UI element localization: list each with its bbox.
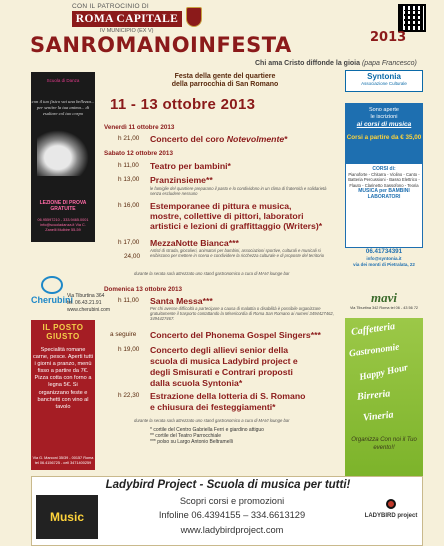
corsi-list [345, 163, 423, 248]
cherubini-info [67, 293, 110, 314]
iscrizioni-line-3: ai corsi di musica [356, 121, 412, 128]
posto-text: Specialità romane carne, pesce. Aperti tutti i giorni a pranzo, menù fisso a partire da 7€. Pizza cotta con forno a legna 5€. Si organizzano feste e banchetti con vino al tavolo [33, 347, 94, 410]
ladybird-website[interactable]: www.ladybirdproject.com [180, 525, 284, 535]
festa-subtitle [150, 73, 300, 89]
ladybird-headline: Ladybird Project - Scuola di musica per tutti! [105, 479, 351, 491]
roma-crest-icon [186, 7, 202, 27]
motto [255, 60, 417, 67]
ladybug-icon [386, 499, 396, 509]
event-hour: h 16,00 [118, 202, 140, 209]
festa-line-1: Festa della gente del quartiere [174, 73, 276, 80]
event-title: SANROMANOINFESTA [30, 33, 292, 57]
ladybird-logo-text: LADYBIRD project [364, 513, 418, 519]
dance-ad-poem: con il tuo fisico vai una bellezza... per sentire la tua anima... di esultare col tuo corpo [31, 99, 95, 116]
event-desc: Artisti di strada, giocolieri, animatori per bambini, associazioni sportive, culturali e musicali si esibiscono per mettere in scena e condividere la ricchezza culturale e di proposte del territorio [150, 248, 325, 258]
event-name-italic: Notevolmente [226, 134, 285, 144]
event-name: MezzaNotte Bianca*** [150, 238, 239, 248]
syntonia-phone: 06.41734391 [365, 248, 403, 255]
event-hour: h 21,00 [118, 135, 140, 142]
motto-author: (papa Francesco) [361, 60, 417, 67]
dance-ad-free: LEZIONE DI PROVA GRATUITE [39, 200, 87, 212]
posto-giusto-ad[interactable] [31, 320, 95, 470]
music-logo: Music [36, 495, 98, 539]
event-name-line-2: e chiusura dei festeggiamenti* [150, 402, 276, 412]
footnote-2: ** cortile del Teatro Parrocchiale [150, 433, 222, 439]
iscrizioni-line-2: le iscrizioni [370, 114, 398, 120]
syntonia-address: via dei monti di Pietralata, 22 [353, 262, 415, 267]
motto-text: Chi ama Cristo diffonde la gioia [255, 60, 361, 67]
posto-address: Via G. Marconi 35/39 - 00157 Roma tel 06.4156725 - cell 3471400259 [32, 456, 94, 465]
syntonia-logo: Syntonia [367, 72, 401, 81]
event-name: Estemporanee di pittura e musica, [150, 201, 292, 211]
event-hour: h 22,30 [118, 392, 140, 399]
ladybird-logo [364, 493, 418, 537]
syntonia-subtitle: Associazione Culturale [361, 81, 407, 86]
qr-code-icon[interactable] [398, 4, 426, 32]
event-desc: Per chi avesse difficoltà a partecipare a causa di malattia o disabilità è possibile organizzare gratuitamente il trasporto contattando la Misericordia di Roma San Romano ai numeri 3494427462, 3494427467. [150, 306, 334, 321]
iscrizioni-box[interactable] [345, 103, 423, 164]
event-hour: h 13,00 [118, 176, 140, 183]
footnote-1: * cortile del Centro Gabriella Ferri e giardino attiguo [150, 427, 264, 433]
syntonia-contacts [345, 248, 423, 268]
cherubini-logo-icon [41, 276, 63, 294]
ladybird-line-1: Scopri corsi e promozioni [179, 496, 285, 506]
event-name-suffix: * [284, 134, 288, 144]
dance-ad-contacts: 06.95597210 - 333.9465.0001 info@scuoladanza.it Via C. Zanelli Mulbire 55-59 [37, 218, 89, 232]
service-word: Vineria [362, 409, 395, 424]
service-word: Gastronomie [348, 342, 401, 360]
event-name-text: Concerto del coro [150, 134, 227, 144]
day-friday: Venerdì 11 ottobre 2013 [104, 124, 175, 131]
event-name-line-2: scuola di musica Ladybird project e [150, 356, 298, 366]
syntonia-email: info@syntonia.it [366, 256, 402, 261]
event-hour: a seguire [110, 331, 137, 338]
day-sunday: Domenica 13 ottobre 2013 [104, 286, 183, 293]
event-name: Estrazione della lotteria di S. Romano [150, 391, 306, 401]
event-name-line-4: dalla scuola Syntonia* [150, 378, 243, 388]
event-name: Teatro per bambini* [150, 161, 231, 171]
event-dates: 11 - 13 ottobre 2013 [110, 96, 256, 113]
festa-line-2: della parrocchia di San Romano [171, 81, 279, 88]
corsi-title: CORSI di: [372, 166, 396, 172]
mavi-services-panel [345, 318, 423, 478]
corsi-lab: LABORATORI [367, 194, 401, 201]
service-word: Happy Hour [358, 362, 409, 384]
posto-title: IL POSTO GIUSTO [42, 323, 84, 341]
event-hour: h 11,00 [118, 297, 139, 304]
dance-school-ad[interactable] [31, 72, 95, 242]
cherubini-address: Via Tiburtina 364 [67, 293, 105, 299]
ladybird-banner[interactable] [31, 476, 423, 546]
patronage-text: CON IL PATROCINIO DI [72, 3, 150, 10]
cherubini-phone: tel. 06.43.21.91 [67, 300, 102, 306]
corsi-text: Pianoforte - Chitarra - Violino - Canto - Batteria Percussioni - Basso Elettrico - Flauto - Clarinetto Sassofono - Teoria [348, 172, 420, 188]
mavi-logo: mavi [371, 290, 397, 305]
event-year: 2013 [370, 30, 407, 45]
saturday-note: durante la serata sarà attrezzato uno stand gastronomico a cura di MAVI lounge bar [134, 271, 290, 276]
sunday-note: durante la serata sarà attrezzato uno stand gastronomico a cura di MAVI lounge bar [134, 418, 290, 423]
event-hour-end: 24,00 [124, 253, 140, 260]
event-name-line-2: mostre, collettive di pittori, laboratori [150, 211, 304, 221]
organizza-text: Organizza Con noi il Tuo evento!! [351, 437, 417, 451]
event-desc: le famiglie del quartiere preparano il pasto e lo condividono in un clima di fraternità e solidarietà senza escludere nessuno [150, 186, 327, 196]
event-name: Pranzinsieme** [150, 175, 213, 185]
day-saturday: Sabato 12 ottobre 2013 [104, 150, 173, 157]
cherubini-web: www.cherubini.com [67, 307, 111, 313]
corsi-music: MUSICA per BAMBINI [358, 187, 410, 194]
dance-ad-title: Scuola di Danza [46, 78, 80, 83]
event-name: Concerto del Phonema Gospel Singers*** [150, 330, 321, 340]
event-name-line-3: artistici e lezioni di graffittaggio (Writers)* [150, 221, 323, 231]
event-name-line-3: degli Smisurati e Contrari proposti [150, 367, 293, 377]
dancer-image [37, 130, 89, 176]
ladybird-phones: Infoline 06.4394155 – 334.6613129 [158, 510, 306, 520]
municipio-text: IV MUNICIPIO (EX V) [100, 28, 154, 34]
service-word: Birreria [356, 388, 391, 403]
event-name: Concerto degli allievi senior della [150, 345, 289, 355]
iscrizioni-line-1: Sono aperte [369, 107, 399, 113]
event-name: Santa Messa*** [150, 296, 213, 306]
mavi-address: Via Tiburtina 342 Roma tel 06 - 43 56 72 [349, 306, 419, 310]
event-hour: h 19,00 [118, 346, 140, 353]
cherubini-name: Cherubini [31, 295, 73, 305]
roma-capitale-label: ROMA CAPITALE [72, 11, 182, 27]
event-hour: h 11,00 [118, 162, 139, 169]
event-name [150, 134, 288, 144]
event-hour: h 17,00 [118, 239, 140, 246]
mavi-ad[interactable] [345, 290, 423, 316]
footnote-3: *** polso su Largo Antonio Beltramelli [150, 439, 233, 445]
corsi-price: Corsi a partire da € 35,00 [346, 134, 422, 141]
syntonia-ad[interactable] [345, 70, 423, 92]
service-word: Caffetteria [350, 320, 396, 339]
